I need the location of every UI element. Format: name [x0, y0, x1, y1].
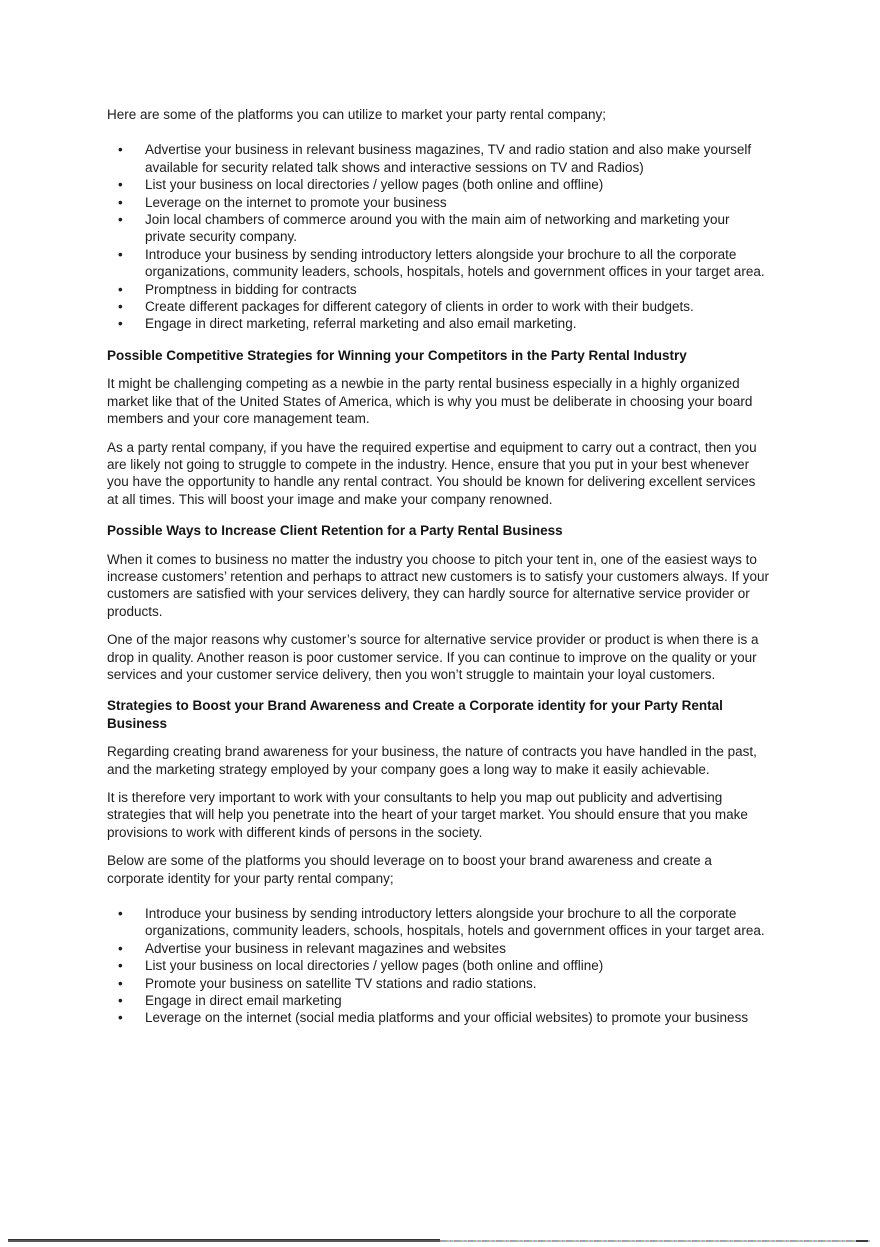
paragraph: When it comes to business no matter the industry you choose to pitch your tent in, one of the easiest ways to increase customers’ retention and perhaps to attract new customers is to satisfy your customers always. If your customers are satisfied with your services delivery, they can hardly source for alternative service provider or products. [107, 551, 770, 619]
scan-line-solid-segment [8, 1239, 440, 1242]
paragraph: Regarding creating brand awareness for your business, the nature of contracts you have handled in the past, and the marketing strategy employed by your company goes a long way to make it easily achievable. [107, 744, 757, 777]
document-body [107, 106, 770, 1038]
section-heading-competitive-strategies: Possible Competitive Strategies for Winning your Competitors in the Party Rental Industry [107, 347, 687, 363]
list-item: • Advertise your business in relevant business magazines, TV and radio station and also make yourself available for security related talk shows and interactive sessions on TV and Radios) [145, 141, 770, 176]
paragraph: As a party rental company, if you have the required expertise and equipment to carry out a contract, then you are likely not going to struggle to compete in the industry. Hence, ensure that you put in your best whenever you have the opportunity to handle any rental contract. You should be known for delivering excellent services at all times. This will boost your image and make your company renowned. [107, 439, 757, 507]
list-item: • Create different packages for different category of clients in order to work with their budgets. [145, 298, 770, 315]
section-heading-brand-awareness: Strategies to Boost your Brand Awareness and Create a Corporate identity for your Party Rental Business [107, 698, 723, 731]
list-item: • List your business on local directories / yellow pages (both online and offline) [145, 176, 770, 193]
list-item: • Leverage on the internet to promote your business [145, 194, 770, 211]
scan-line-noise-segment [440, 1240, 870, 1242]
page-bottom-scan-line [8, 1239, 870, 1242]
brand-platforms-list [107, 905, 770, 1027]
section-heading-client-retention: Possible Ways to Increase Client Retention for a Party Rental Business [107, 523, 563, 539]
paragraph: Below are some of the platforms you should leverage on to boost your brand awareness and create a corporate identity for your party rental company; [107, 853, 712, 886]
list-item: • Introduce your business by sending introductory letters alongside your brochure to all the corporate organizations, community leaders, schools, hospitals, hotels and government offices in your target area. [145, 246, 770, 281]
paragraph: One of the major reasons why customer’s source for alternative service provider or product is when there is a drop in quality. Another reason is poor customer service. If you can continue to improve on the quality or your services and your customer service delivery, then you won’t struggle to maintain your loyal customers. [107, 632, 759, 682]
paragraph: It might be challenging competing as a newbie in the party rental business especially in a highly organized market like that of the United States of America, which is why you must be deliberate in choosing your board members and your core management team. [107, 376, 753, 427]
list-item: • Promote your business on satellite TV stations and radio stations. [145, 975, 770, 992]
list-item: • Engage in direct marketing, referral marketing and also email marketing. [145, 315, 770, 332]
list-item: • Advertise your business in relevant magazines and websites [145, 940, 770, 957]
list-item: • Join local chambers of commerce around you with the main aim of networking and marketing your private security company. [145, 211, 770, 246]
paragraph: It is therefore very important to work with your consultants to help you map out publicity and advertising strategies that will help you penetrate into the heart of your target market. You should ensure that you make provisions to work with different kinds of persons in the society. [107, 790, 748, 840]
list-item: • List your business on local directories / yellow pages (both online and offline) [145, 957, 770, 974]
list-item: • Promptness in bidding for contracts [145, 281, 770, 298]
list-item: • Introduce your business by sending introductory letters alongside your brochure to all the corporate organizations, community leaders, schools, hospitals, hotels and government offices in your target area. [145, 905, 770, 940]
marketing-platforms-list [107, 141, 770, 332]
list-item: • Leverage on the internet (social media platforms and your official websites) to promote your business [145, 1009, 770, 1026]
intro-paragraph: Here are some of the platforms you can utilize to market your party rental company; [107, 107, 606, 122]
list-item: • Engage in direct email marketing [145, 992, 770, 1009]
